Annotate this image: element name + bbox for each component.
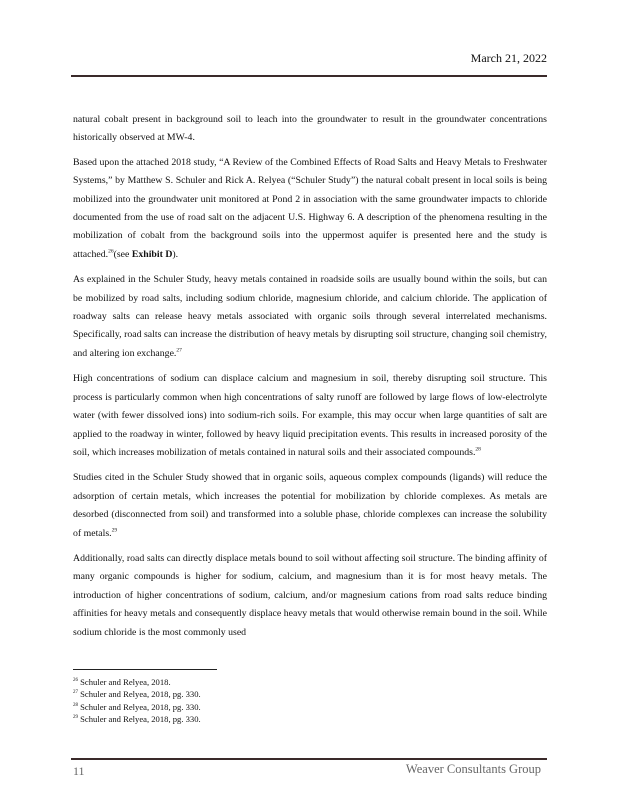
paragraph-continued: natural cobalt present in background soil to leach into the groundwater to result in the groundwater concentrations historically observed at MW-4. bbox=[73, 114, 547, 144]
page-number: 11 bbox=[73, 764, 85, 778]
footnote: $^{27}$ Schuler and Relyea, 2018, pg. 330. bbox=[73, 689, 201, 700]
footnote: $^{28}$ Schuler and Relyea, 2018, pg. 330. bbox=[73, 701, 201, 712]
paragraph-heavy-metals: As explained in the Schuler Study, heavy metals contained in roadside soils are usually bound within the soils, but can be mobilized by road salts, including sodium chloride, magnesium chloride, and calcium chloride. The application of roadway salts can release heavy metals associated with organic soils through several interrelated mechanisms. Specifically, road salts can increase the distribution of heavy metals by disrupting soil structure, changing soil chemistry, and altering ion exchange.$^{27}$ bbox=[73, 274, 547, 359]
exhibit-reference: Exhibit D bbox=[131, 248, 173, 260]
header-date: March 21, 2022 bbox=[470, 51, 547, 65]
footer-rule bbox=[71, 758, 547, 760]
footnote-ref-29: 29 bbox=[111, 527, 118, 534]
footnotes bbox=[73, 676, 201, 726]
paragraph-sodium: High concentrations of sodium can displace calcium and magnesium in soil, thereby disrupting soil structure. This process is particularly common when high concentrations of salty runoff are followed by large flows of low-electrolyte water (with fewer dissolved ions) into sodium-rich soils. For example, this may occur when large quantities of salt are applied to the roadway in winter, followed by heavy liquid precipitation events. This results in increased porosity of the soil, which increases mobilization of metals contained in natural soils and their associated compounds.$^{28}$ bbox=[73, 373, 547, 458]
footnote: $^{29}$ Schuler and Relyea, 2018, pg. 330. bbox=[73, 714, 201, 725]
paragraph-schuler-study: Based upon the attached 2018 study, “A Review of the Combined Effects of Road Salts and Heavy Metals to Freshwater Systems,” by Matthew S. Schuler and Rick A. Relyea (“Schuler Study”) the natural cobalt present in local soils is being mobilized into the groundwater unit monitored at Pond 2 in association with the same groundwater impacts to chloride documented from the use of road salt on the adjacent U.S. Highway 6. A description of the phenomena resulting in the mobilization of cobalt from the background soils into the uppermost aquifer is presented here and the study is attached.$^{26}$(see Exhibit D). bbox=[73, 156, 547, 260]
footnote: $^{26}$ Schuler and Relyea, 2018. bbox=[73, 677, 171, 687]
footnote-ref-28: 28 bbox=[475, 446, 481, 453]
header-rule bbox=[71, 75, 547, 77]
footnote-rule bbox=[73, 669, 217, 670]
paragraph-displacement: Additionally, road salts can directly displace metals bound to soil without affecting soil structure. The binding affinity of many organic compounds is higher for sodium, calcium, and magnesium than it is for most heavy metals. The introduction of higher concentrations of sodium, calcium, and/or magnesium cations from road salts reduce binding affinities for heavy metals and consequently displace heavy metals that would otherwise remain bound in the soil. While sodium chloride is the most commonly used bbox=[73, 552, 547, 638]
footer-organization: Weaver Consultants Group bbox=[405, 762, 541, 776]
body-text bbox=[73, 111, 547, 649]
footnote-ref-26: 26 bbox=[108, 248, 114, 255]
footnote-ref-27: 27 bbox=[176, 347, 182, 354]
paragraph-organic-soils: Studies cited in the Schuler Study showed that in organic soils, aqueous complex compounds (ligands) will reduce the adsorption of certain metals, which increases the potential for mobilization by chloride complexes. As metals are desorbed (disconnected from soil) and transformed into a soluble phase, chloride complexes can increase the solubility of metals.$^{29}$ bbox=[73, 472, 547, 539]
